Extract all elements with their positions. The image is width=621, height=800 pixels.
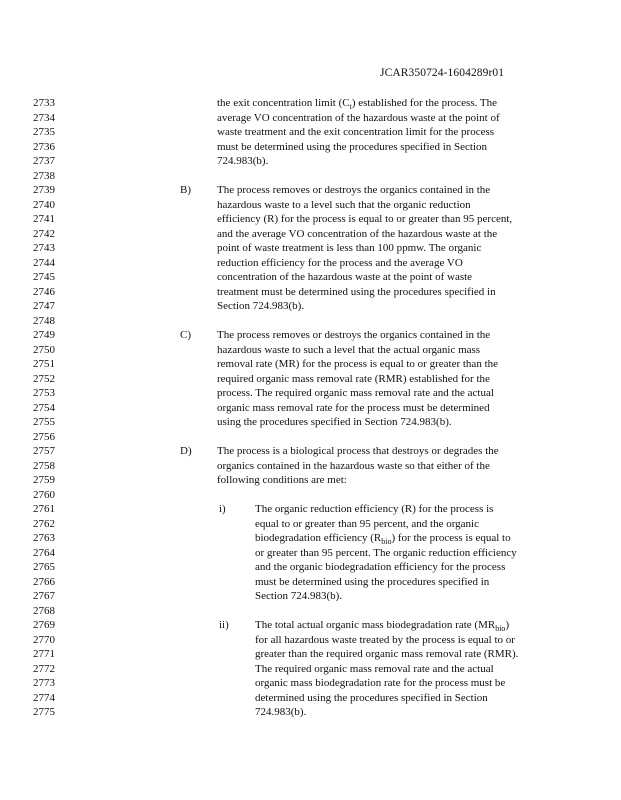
text-line: efficiency (R) for the process is equal to or greater than 95 percent, (217, 213, 513, 225)
text-line: The process removes or destroys the organics contained in the (217, 184, 491, 196)
item-d-paragraph (217, 444, 499, 488)
text-line: the exit concentration limit $(C_t)$ established for the process. The (217, 97, 498, 112)
item-c-marker: C) (180, 329, 191, 341)
line-number: 2758 (33, 459, 55, 472)
line-number: 2744 (33, 256, 55, 269)
text-line: greater than the required organic mass removal rate (RMR). (255, 648, 519, 660)
line-number: 2746 (33, 285, 55, 298)
line-number: 2752 (33, 372, 55, 385)
line-number: 2774 (33, 691, 55, 704)
line-number: 2769 (33, 619, 55, 631)
line-number: 2757 (33, 445, 55, 457)
line-number: 2766 (33, 575, 55, 588)
line-number: 2756 (33, 430, 55, 443)
line-number: 2749 (33, 329, 55, 341)
text-line: organics contained in the hazardous waste so that either of the (217, 459, 490, 472)
line-number: 2738 (33, 169, 55, 182)
text-line: hazardous waste to such a level that the actual organic mass (217, 343, 481, 356)
text-line: must be determined using the procedures specified in (255, 575, 490, 588)
text-line: or greater than 95 percent. The organic reduction efficiency (255, 546, 517, 559)
line-number: 2767 (33, 590, 55, 602)
line-number: 2771 (33, 648, 55, 660)
text-line: must be determined using the procedures specified in Section (217, 140, 488, 153)
text-line: organic mass removal rate for the process must be determined (217, 401, 490, 414)
text-line: concentration of the hazardous waste at the point of waste (217, 271, 473, 283)
line-number: 2764 (33, 546, 55, 559)
text-line: Section 724.983(b). (217, 300, 305, 312)
line-number: 2743 (33, 242, 55, 254)
line-number: 2739 (33, 184, 55, 196)
line-number: 2745 (33, 271, 55, 283)
line-number: 2762 (33, 517, 55, 530)
line-number: 2753 (33, 387, 55, 399)
line-number: 2735 (33, 126, 55, 138)
text-line: average VO concentration of the hazardous waste at the point of (217, 111, 500, 124)
text-line: The process is a biological process that destroys or degrades the (217, 445, 499, 457)
text-line: removal rate (MR) for the process is equal to or greater than the (217, 358, 499, 370)
text-line: The organic reduction efficiency (R) for the process is (255, 503, 494, 515)
line-number: 2751 (33, 358, 55, 370)
item-b-marker: B) (180, 184, 191, 196)
text-line: hazardous waste to a level such that the organic reduction (217, 198, 471, 211)
line-number: 2775 (33, 706, 55, 718)
line-number: 2765 (33, 561, 55, 573)
text-line: equal to or greater than 95 percent, and the organic (255, 517, 479, 530)
line-number: 2759 (33, 474, 55, 486)
line-number: 2763 (33, 532, 55, 544)
line-number: 2737 (33, 155, 55, 167)
line-number: 2742 (33, 227, 55, 240)
text-line: and the average VO concentration of the hazardous waste at the (217, 227, 498, 240)
text-line: required organic mass removal rate (RMR) established for the (217, 372, 490, 385)
line-number: 2755 (33, 416, 55, 428)
line-number: 2768 (33, 604, 55, 617)
line-number: 2734 (33, 111, 55, 124)
text-line: The required organic mass removal rate and the actual (255, 662, 494, 675)
line-number: 2754 (33, 401, 55, 414)
line-number: 2772 (33, 662, 55, 675)
text-line: biodegradation efficiency $(R_{bio})$ for the process is equal to (255, 532, 511, 547)
sub-item-i-paragraph (255, 502, 517, 604)
text-line: waste treatment and the exit concentration limit for the process (217, 126, 495, 138)
line-number: 2748 (33, 314, 55, 327)
text-line: following conditions are met: (217, 474, 347, 486)
text-line: Section 724.983(b). (255, 590, 343, 602)
line-number: 2740 (33, 198, 55, 211)
sub-item-ii-paragraph (255, 618, 518, 720)
line-number: 2733 (33, 97, 55, 109)
item-c-paragraph (217, 328, 498, 430)
line-number: 2736 (33, 140, 55, 153)
sub-item-i-marker: i) (219, 503, 226, 515)
line-number: 2741 (33, 213, 55, 225)
line-number: 2750 (33, 343, 55, 356)
item-b-paragraph (217, 183, 512, 314)
text-line: The total actual organic mass biodegradation rate $(MR_{bio})$ (255, 619, 510, 634)
text-line: treatment must be determined using the procedures specified in (217, 285, 496, 298)
document-id-header: JCAR350724-1604289r01 (380, 67, 505, 79)
text-line: organic mass biodegradation rate for the process must be (255, 677, 506, 689)
text-line: determined using the procedures specified in Section (255, 691, 488, 704)
text-line: The process removes or destroys the organics contained in the (217, 329, 491, 341)
continuation-paragraph (217, 96, 500, 169)
line-number: 2747 (33, 300, 55, 312)
text-line: using the procedures specified in Section 724.983(b). (217, 416, 452, 428)
line-number-column (33, 96, 55, 720)
text-line: 724.983(b). (217, 155, 269, 167)
line-number: 2760 (33, 488, 55, 501)
text-line: 724.983(b). (255, 706, 307, 718)
sub-item-ii-marker: ii) (219, 619, 229, 631)
text-line: process. The required organic mass removal rate and the actual (217, 387, 494, 399)
text-line: and the organic biodegradation efficiency for the process (255, 561, 506, 573)
text-line: point of waste treatment is less than 100 ppmw. The organic (217, 242, 482, 254)
item-d-marker: D) (180, 445, 192, 457)
line-number: 2773 (33, 677, 55, 689)
text-line: reduction efficiency for the process and the average VO (217, 256, 463, 269)
line-number: 2761 (33, 503, 55, 515)
line-number: 2770 (33, 633, 55, 646)
text-line: for all hazardous waste treated by the process is equal to or (255, 633, 515, 646)
